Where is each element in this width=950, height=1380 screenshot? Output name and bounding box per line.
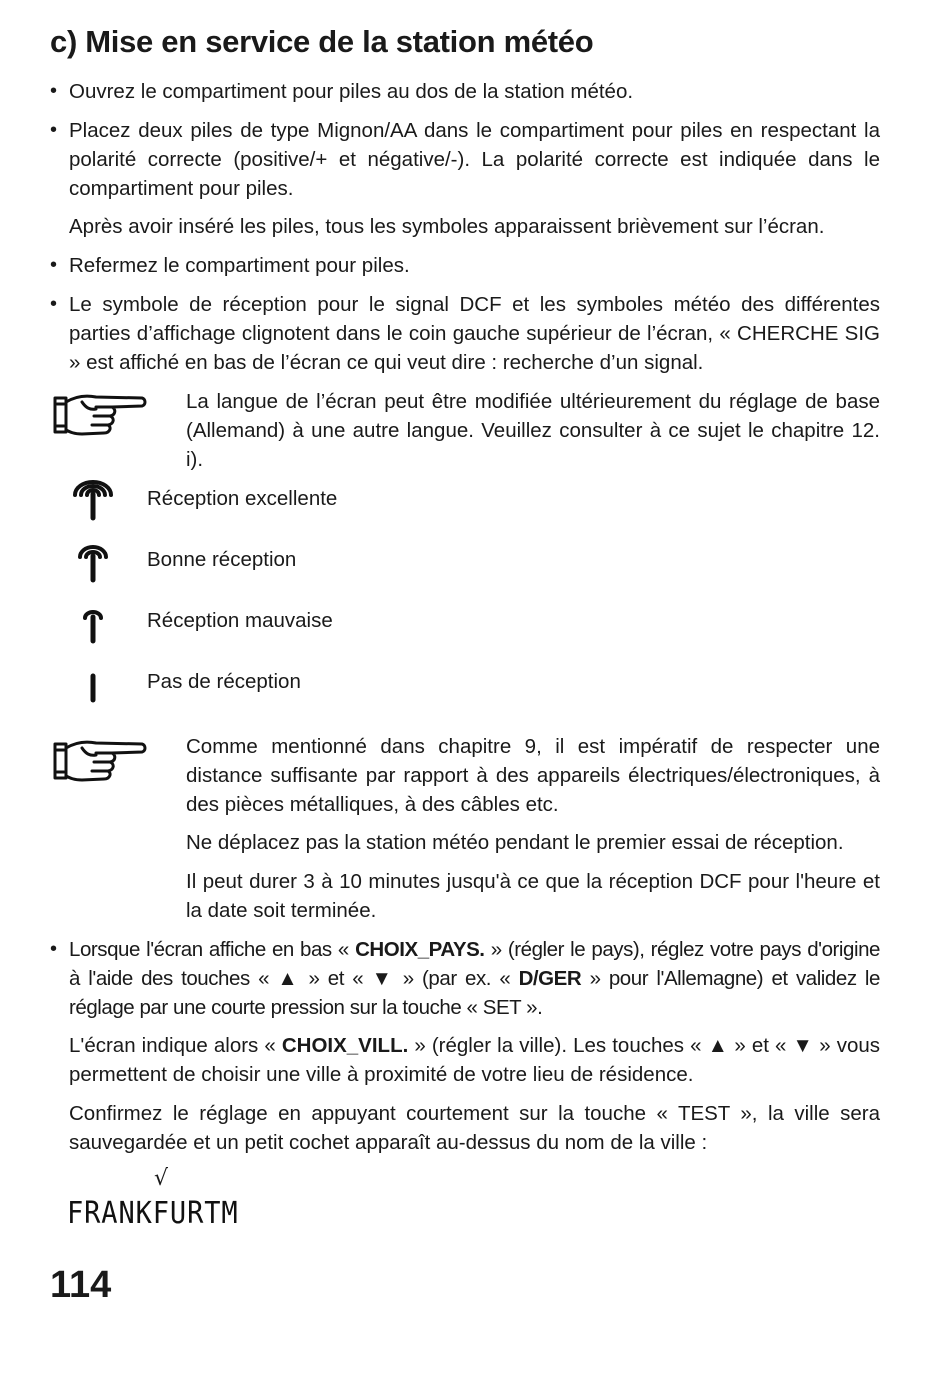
paragraph-choose-city: L'écran indique alors « CHOIX_VILL. » (régler la ville). Les touches « ▲ » et « ▼ » vous permettent de choisir une ville à proximité de votre lieu de résidence.	[69, 1034, 881, 1086]
bullet-text-open-compartment: Ouvrez le compartiment pour piles au dos de la station météo.	[69, 80, 634, 103]
bullet-marker: •	[50, 293, 58, 315]
signal-excellent-icon	[68, 478, 118, 522]
bullet-marker: •	[50, 119, 58, 141]
signal-none-icon	[68, 664, 118, 708]
signal-label-excellent: Réception excellente	[147, 487, 338, 510]
pointing-hand-icon	[52, 390, 148, 442]
bullet-marker: •	[50, 254, 58, 276]
bullet-text-dcf-search: Le symbole de réception pour le signal DCF et les symboles météo des différentes parties d’affichage clignotent dans le coin gauche supérieur de l’écran, « CHERCHE SIG » est affiché en bas de l’écran ce qui veut dire : recherche d’un signal.	[69, 293, 880, 374]
bullet-marker: •	[50, 938, 58, 960]
bullet-text-insert-batteries: Placez deux piles de type Mignon/AA dans le compartiment pour piles en respectant la polarité correcte (positive/+ et négative/-). La polarité correcte est indiquée dans le compartiment pour piles.	[69, 119, 880, 200]
paragraph-confirm-city: Confirmez le réglage en appuyant courtement sur la touche « TEST », la ville sera sauvegardée et un petit cochet apparaît au-dessus du nom de la ville :	[69, 1102, 880, 1154]
signal-label-none: Pas de réception	[147, 670, 301, 693]
signal-poor-icon	[68, 602, 118, 646]
signal-label-good: Bonne réception	[147, 548, 297, 571]
page-number: 114	[50, 1264, 112, 1306]
signal-label-poor: Réception mauvaise	[147, 609, 333, 632]
bullet-text-close-compartment: Refermez le compartiment pour piles.	[69, 254, 410, 277]
section-title: c) Mise en service de la station météo	[50, 24, 594, 59]
pointing-hand-icon	[52, 736, 148, 788]
note-distance-warning: Comme mentionné dans chapitre 9, il est impératif de respecter une distance suffisante par rapport à des appareils électriques/électroniques, à des pièces métalliques, à des câbles etc.	[186, 735, 880, 816]
lcd-city-display: FRANKFURTM	[67, 1196, 239, 1231]
paragraph-symbols-appear: Après avoir inséré les piles, tous les symboles apparaissent brièvement sur l’écran.	[69, 215, 825, 238]
note-do-not-move: Ne déplacez pas la station météo pendant le premier essai de réception.	[186, 831, 844, 854]
bullet-text-choose-country: Lorsque l'écran affiche en bas « CHOIX_PAYS. » (régler le pays), réglez votre pays d'origine à l'aide des touches « ▲ » et « ▼ » (par ex. « D/GER » pour l'Allemagne) et validez le réglage par une courte pression sur la touche « SET ».	[69, 938, 880, 1019]
signal-good-icon	[68, 540, 118, 584]
note-language-setting: La langue de l’écran peut être modifiée ultérieurement du réglage de base (Allemand) à une autre langue. Veuillez consulter à ce sujet le chapitre 12. i).	[186, 390, 880, 471]
bullet-marker: •	[50, 80, 58, 102]
checkmark-symbol: √	[154, 1166, 169, 1191]
note-reception-duration: Il peut durer 3 à 10 minutes jusqu'à ce que la réception DCF pour l'heure et la date soit terminée.	[186, 870, 880, 922]
